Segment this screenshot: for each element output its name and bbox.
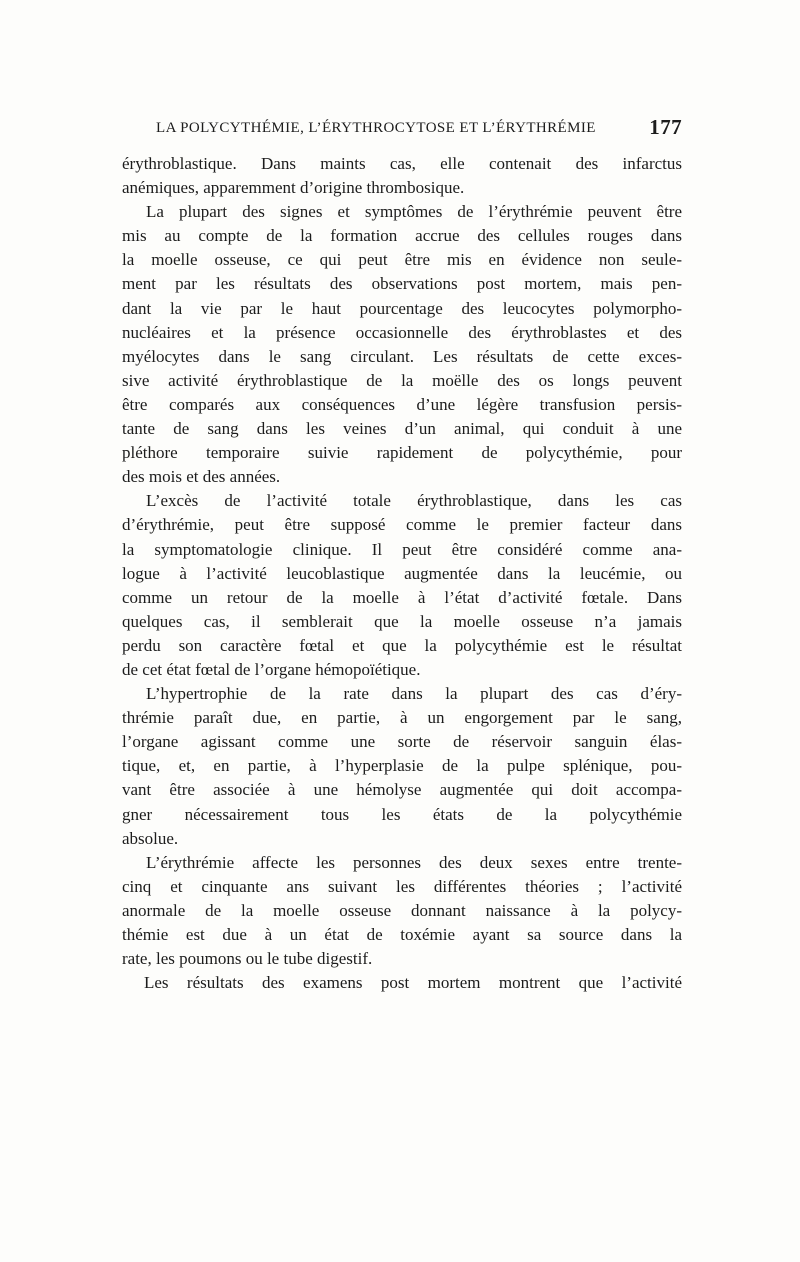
text-line: pléthore temporaire suivie rapidement de polycythémie, pour	[122, 443, 682, 463]
text-line: être comparés aux conséquences d’une légère transfusion persis-	[122, 394, 682, 414]
text-line: myélocytes dans le sang circulant. Les résultats de cette exces-	[122, 346, 682, 366]
text-line: nucléaires et la présence occasionnelle des érythroblastes et des	[122, 322, 682, 342]
text-line: dant la vie par le haut pourcentage des leucocytes polymorpho-	[122, 298, 682, 318]
text-line: L’hypertrophie de la rate dans la plupart des cas d’éry-	[146, 684, 682, 704]
text-line: perdu son caractère fœtal et que la polycythémie est le résultat	[122, 635, 682, 655]
text-line: anémiques, apparemment d’origine thrombosique.	[122, 178, 465, 198]
text-line: sive activité érythroblastique de la moëlle des os longs peuvent	[122, 370, 682, 390]
running-title: LA POLYCYTHÉMIE, L’ÉRYTHROCYTOSE ET L’ÉRYTHRÉMIE	[156, 120, 596, 136]
text-line: logue à l’activité leucoblastique augmentée dans la leucémie, ou	[122, 563, 682, 583]
paragraph	[122, 971, 682, 995]
text-line: thrémie paraît due, en partie, à un engorgement par le sang,	[122, 708, 682, 728]
paragraph	[122, 682, 682, 851]
text-line: l’organe agissant comme une sorte de réservoir sanguin élas-	[122, 732, 682, 752]
text-line: rate, les poumons ou le tube digestif.	[122, 949, 373, 969]
text-line: Les résultats des examens post mortem montrent que l’activité	[144, 973, 682, 993]
text-line: d’érythrémie, peut être supposé comme le premier facteur dans	[122, 515, 682, 535]
text-line: L’érythrémie affecte les personnes des deux sexes entre trente-	[146, 852, 682, 872]
text-line: des mois et des années.	[122, 467, 281, 487]
paragraph	[122, 200, 682, 489]
text-line: L’excès de l’activité totale érythroblastique, dans les cas	[146, 491, 682, 511]
running-head	[122, 115, 682, 142]
text-line: comme un retour de la moelle à l’état d’activité fœtale. Dans	[122, 587, 682, 607]
text-line: La plupart des signes et symptômes de l’érythrémie peuvent être	[146, 202, 682, 222]
text-line: mis au compte de la formation accrue des cellules rouges dans	[122, 226, 682, 246]
text-line: quelques cas, il semblerait que la moelle osseuse n’a jamais	[122, 611, 682, 631]
text-line: anormale de la moelle osseuse donnant naissance à la polycy-	[122, 900, 682, 920]
text-line: tique, et, en partie, à l’hyperplasie de la pulpe splénique, pou-	[122, 756, 682, 776]
body-text	[122, 152, 682, 995]
text-line: thémie est due à un état de toxémie ayant sa source dans la	[122, 925, 682, 944]
page-number: 177	[649, 115, 682, 139]
text-line: cinq et cinquante ans suivant les différentes théories ; l’activité	[122, 876, 682, 896]
text-line: tante de sang dans les veines d’un animal, qui conduit à une	[122, 419, 682, 439]
text-line: érythroblastique. Dans maints cas, elle contenait des infarctus	[122, 154, 682, 173]
paragraph	[122, 152, 682, 200]
text-line: gner nécessairement tous les états de la polycythémie	[122, 804, 682, 824]
paragraph	[122, 851, 682, 971]
text-line: la moelle osseuse, ce qui peut être mis en évidence non seule-	[122, 250, 682, 270]
text-line: ment par les résultats des observations post mortem, mais pen-	[122, 274, 682, 294]
text-line: vant être associée à une hémolyse augmentée qui doit accompa-	[122, 780, 682, 800]
paragraph	[122, 489, 682, 682]
text-line: absolue.	[122, 828, 179, 848]
text-line: de cet état fœtal de l’organe hémopoïétique.	[122, 659, 421, 679]
text-line: la symptomatologie clinique. Il peut être considéré comme ana-	[122, 539, 682, 559]
